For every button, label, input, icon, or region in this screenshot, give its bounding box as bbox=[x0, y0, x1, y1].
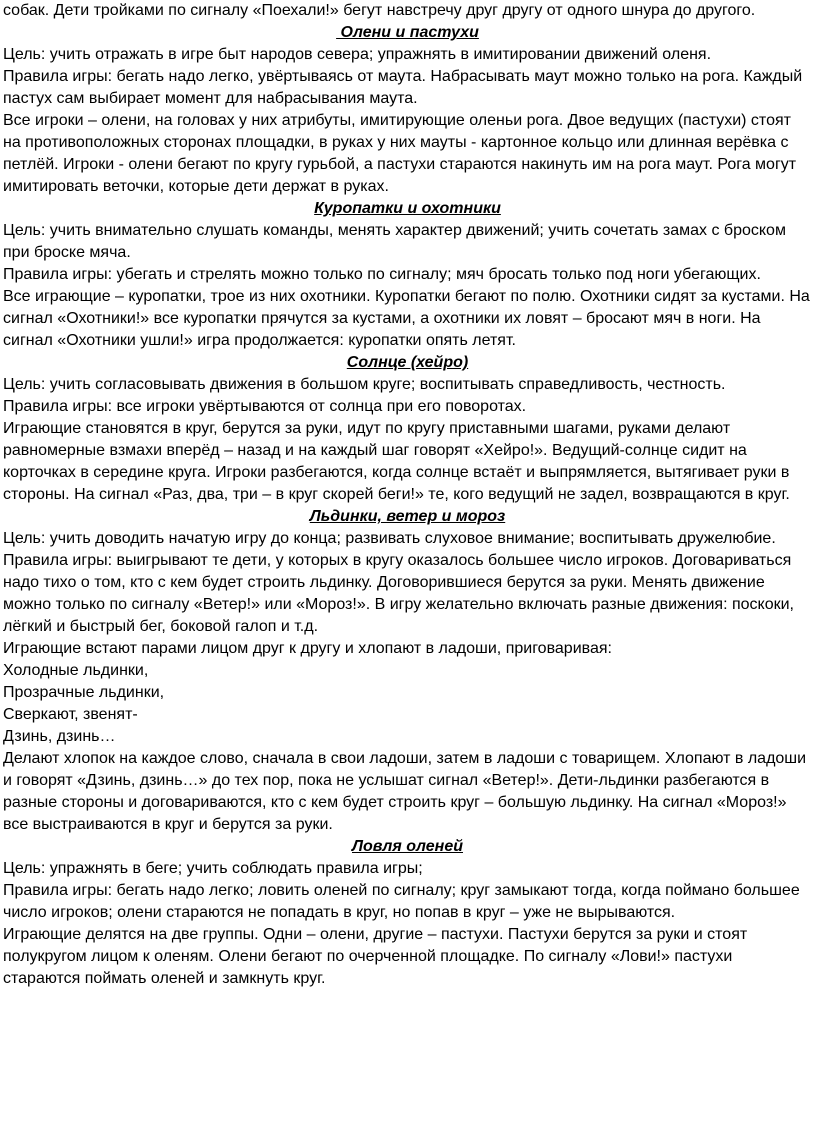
paragraph: Цель: учить внимательно слушать команды, менять характер движений; учить сочетать замах с броском при броске мяча. bbox=[3, 222, 786, 261]
paragraph: Цель: учить согласовывать движения в большом круге; воспитывать справедливость, честность. bbox=[3, 376, 726, 393]
paragraph: Цель: учить доводить начатую игру до конца; развивать слуховое внимание; воспитывать дружелюбие. bbox=[3, 530, 776, 547]
paragraph: Правила игры: бегать надо легко; ловить оленей по сигналу; круг замыкают тогда, когда поймано большее число игроков; олени стараются не попадать в круг, но попав в круг – уже не вырываются. bbox=[3, 882, 800, 921]
paragraph: Играющие становятся в круг, берутся за руки, идут по кругу приставными шагами, руками делают равномерные взмахи вперёд – назад и на каждый шаг говорят «Хейро!». Ведущий-солнце сидит на корточках в середине круга. Игроки разбегаются, когда солнце встаёт и выпрямляется, вытягивает руки в стороны. На сигнал «Раз, два, три – в круг скорей беги!» те, кого ведущий не задел, возвращаются в круг. bbox=[3, 420, 790, 503]
section-heading: Ловля оленей bbox=[352, 838, 463, 855]
paragraph: собак. Дети тройками по сигналу «Поехали!» бегут навстречу друг другу от одного шнура до другого. bbox=[3, 2, 756, 19]
paragraph: Правила игры: убегать и стрелять можно только по сигналу; мяч бросать только под ноги убегающих. bbox=[3, 266, 761, 283]
paragraph: Правила игры: бегать надо легко, увёртываясь от маута. Набрасывать маут можно только на рога. Каждый пастух сам выбирает момент для набрасывания маута. bbox=[3, 68, 803, 107]
paragraph: Правила игры: все игроки увёртываются от солнца при его поворотах. bbox=[3, 398, 527, 415]
paragraph: Правила игры: выигрывают те дети, у которых в кругу оказалось большее число игроков. Договариваться надо тихо о том, кто с кем будет строить льдинку. Договорившиеся берутся за руки. Менять движение можно только по сигналу «Ветер!» или «Мороз!». В игру желательно включать разные движения: поскоки, лёгкий и быстрый бег, боковой галоп и т.д. bbox=[3, 552, 794, 635]
section-heading: Олени и пастухи bbox=[336, 24, 479, 41]
paragraph: Дзинь, дзинь… bbox=[3, 728, 116, 745]
paragraph: Все игроки – олени, на головах у них атрибуты, имитирующие оленьи рога. Двое ведущих (пастухи) стоят на противоположных сторонах площадки, в руках у них мауты - картонное кольцо или длинная верёвка с петлёй. Игроки - олени бегают по кругу гурьбой, а пастухи стараются накинуть им на рога маут. Рога могут имитировать веточки, которые дети держат в руках. bbox=[3, 112, 797, 195]
paragraph: Сверкают, звенят- bbox=[3, 706, 138, 723]
section-heading: Льдинки, ветер и мороз bbox=[309, 508, 506, 525]
paragraph: Цель: учить отражать в игре быт народов севера; упражнять в имитировании движений оленя. bbox=[3, 46, 712, 63]
paragraph: Играющие делятся на две группы. Одни – олени, другие – пастухи. Пастухи берутся за руки и стоят полукругом лицом к оленям. Олени бегают по очерченной площадке. По сигналу «Лови!» пастухи стараются поймать оленей и замкнуть круг. bbox=[3, 926, 748, 987]
paragraph: Холодные льдинки, bbox=[3, 662, 149, 679]
paragraph: Все играющие – куропатки, трое из них охотники. Куропатки бегают по полю. Охотники сидят за кустами. На сигнал «Охотники!» все куропатки прячутся за кустами, а охотники их ловят – бросают мяч в ноги. На сигнал «Охотники ушли!» игра продолжается: куропатки опять летят. bbox=[3, 288, 810, 349]
section-heading: Солнце (хейро) bbox=[346, 354, 469, 371]
paragraph: Прозрачные льдинки, bbox=[3, 684, 165, 701]
paragraph: Делают хлопок на каждое слово, сначала в свои ладоши, затем в ладоши с товарищем. Хлопают в ладоши и говорят «Дзинь, дзинь…» до тех пор, пока не услышат сигнал «Ветер!». Дети-льдинки разбегаются в разные стороны и договариваются, кто с кем будет строить круг – большую льдинку. На сигнал «Мороз!» все выстраиваются в круг и берутся за руки. bbox=[3, 750, 807, 833]
section-heading: Куропатки и охотники bbox=[314, 200, 501, 217]
paragraph: Цель: упражнять в беге; учить соблюдать правила игры; bbox=[3, 860, 423, 877]
paragraph: Играющие встают парами лицом друг к другу и хлопают в ладоши, приговаривая: bbox=[3, 640, 612, 657]
